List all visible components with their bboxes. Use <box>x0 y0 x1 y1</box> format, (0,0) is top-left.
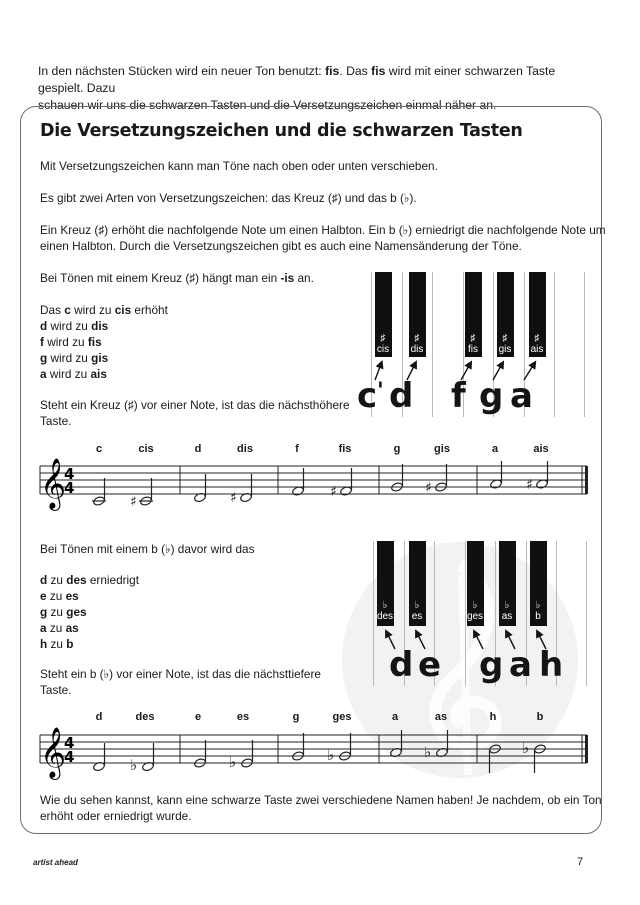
intro-bold-fis: fis <box>325 64 340 78</box>
row-to: gis <box>91 351 109 365</box>
flat-symbol: ♭ <box>504 600 510 611</box>
sharp-row <box>40 366 168 382</box>
paragraph-3-line1: Ein Kreuz (♯) erhöht die nachfolgende Note um einen Halbton. Ein b (♭) erniedrigt die nachfolgende Note um <box>40 223 606 237</box>
flat-row <box>40 588 139 604</box>
row-to: dis <box>91 319 109 333</box>
note-name: f <box>295 443 299 455</box>
flat-accidental-icon: ♭ <box>130 756 138 774</box>
paragraph-1: Mit Versetzungszeichen kann man Töne nach oben oder unten verschieben. <box>40 159 438 173</box>
key-letter-a: a <box>509 645 532 685</box>
row-from: a <box>40 621 47 635</box>
key-name: fis <box>468 344 478 355</box>
row-to: as <box>65 621 79 635</box>
row-from: g <box>40 605 48 619</box>
paragraph-3-line2: einen Halbton. Durch die Versetzungszeichen gibt es auch eine Namensänderung der Töne. <box>40 239 522 253</box>
row-from: g <box>40 351 48 365</box>
sharp-symbol: ♯ <box>470 333 476 344</box>
staff-sharp <box>34 440 594 515</box>
black-key-label <box>458 333 488 355</box>
sharp-rows <box>40 302 168 382</box>
sharp-accidental-icon: ♯ <box>330 484 337 500</box>
row-text: wird zu <box>43 335 88 349</box>
note-name: ges <box>332 711 352 723</box>
note-name: b <box>536 711 544 723</box>
flat-row <box>40 620 139 636</box>
black-key-label <box>490 333 520 355</box>
sharp-accidental-icon: ♯ <box>526 477 533 493</box>
flat-accidental-icon: ♭ <box>424 743 432 761</box>
row-text: zu <box>46 589 66 603</box>
row-to: fis <box>87 335 102 349</box>
row-to: ais <box>90 367 107 381</box>
row-from: f <box>40 335 44 349</box>
staff-flat <box>34 709 594 784</box>
keyboard-sharp <box>341 272 586 417</box>
treble-clef-icon: 𝄞 <box>40 458 67 509</box>
key-letter-apostrophe: ' <box>377 379 384 404</box>
black-key-label <box>402 600 432 622</box>
flat-accidental-icon: ♭ <box>229 753 237 771</box>
intro-bold-fis: fis <box>371 64 386 78</box>
key-name: cis <box>376 344 390 355</box>
black-key-label <box>523 600 553 622</box>
keyboard-flat <box>343 541 587 686</box>
key-letter-h: h <box>539 645 564 685</box>
time-sig-top: 4 <box>64 465 75 483</box>
sharp-row <box>40 350 168 366</box>
white-key <box>554 272 585 417</box>
note-name: gis <box>434 443 450 455</box>
intro-text-line2: schauen wir uns die schwarzen Tasten und die Versetzungszeichen einmal näher an. <box>38 98 497 112</box>
note-name: dis <box>237 443 253 455</box>
sharp-accidental-icon: ♯ <box>230 490 237 506</box>
row-from: e <box>40 589 47 603</box>
row-to: es <box>65 589 79 603</box>
flat-symbol: ♭ <box>382 600 388 611</box>
time-sig-bottom: 4 <box>64 748 75 766</box>
sharp-row <box>40 334 168 350</box>
key-name: b <box>535 611 541 622</box>
time-sig-top: 4 <box>64 734 75 752</box>
black-key-label <box>402 333 432 355</box>
sharp-symbol: ♯ <box>502 333 508 344</box>
flat-intro: Bei Tönen mit einem b (♭) davor wird das <box>40 542 255 556</box>
note-name: c <box>95 443 103 455</box>
intro-text-part: wird mit einer schwarzen Taste gespielt. Dazu <box>38 64 556 95</box>
row-to: cis <box>114 303 132 317</box>
row-text: erhöht <box>131 303 168 317</box>
row-from: c <box>64 303 71 317</box>
note-name: es <box>236 711 250 723</box>
flat-rows <box>40 572 139 652</box>
flat-symbol: ♭ <box>535 600 541 611</box>
sharp-row <box>40 318 168 334</box>
intro-text-part: . Das <box>339 64 372 78</box>
key-name: gis <box>498 344 512 355</box>
note-name: fis <box>338 443 352 455</box>
row-text: erniedrigt <box>86 573 140 587</box>
row-text: zu <box>47 573 67 587</box>
flat-row <box>40 636 139 652</box>
row-to: des <box>66 573 87 587</box>
row-from: h <box>40 637 48 651</box>
note-name: ais <box>533 443 549 455</box>
black-key-label <box>460 600 490 622</box>
key-letter-a: a <box>510 376 533 416</box>
key-name: es <box>411 611 423 622</box>
row-text: wird zu <box>46 367 91 381</box>
key-letter-e: e <box>418 645 442 685</box>
sharp-row <box>40 302 168 318</box>
row-text: wird zu <box>47 351 92 365</box>
note-name: d <box>194 443 202 455</box>
row-text: wird zu <box>47 319 92 333</box>
staff-sharp-notation <box>34 454 594 514</box>
black-key-label <box>370 600 400 622</box>
white-key <box>584 272 615 417</box>
row-text: zu <box>46 621 66 635</box>
sharp-suffix: -is <box>280 271 295 285</box>
note-name: des <box>135 711 155 723</box>
row-text: Das <box>40 303 65 317</box>
key-name: as <box>501 611 513 622</box>
note-name: a <box>491 443 499 455</box>
black-key-label <box>522 333 552 355</box>
flat-accidental-icon: ♭ <box>522 739 530 757</box>
flat-summary-1: Steht ein b (♭) vor einer Note, ist das die nächsttiefere <box>40 667 321 681</box>
time-sig-bottom: 4 <box>64 479 75 497</box>
flat-symbol: ♭ <box>414 600 420 611</box>
note-name: h <box>489 711 497 723</box>
row-from: d <box>40 573 48 587</box>
white-key <box>343 541 374 686</box>
key-name: des <box>376 611 394 622</box>
key-name: ais <box>530 344 544 355</box>
treble-clef-icon: 𝄞 <box>40 727 67 778</box>
flat-row <box>40 572 139 588</box>
sharp-summary-2: Taste. <box>40 414 72 428</box>
sharp-intro-text: Bei Tönen mit einem Kreuz (♯) hängt man ein <box>40 271 281 285</box>
key-name: dis <box>410 344 424 355</box>
row-text: zu <box>47 637 67 651</box>
flat-accidental-icon: ♭ <box>327 746 335 764</box>
key-letter-d: d <box>389 645 414 685</box>
closing-line-1: Wie du sehen kannst, kann eine schwarze Taste zwei verschiedene Namen haben! Je nachdem, ob ein Ton <box>40 793 602 807</box>
row-text: wird zu <box>70 303 115 317</box>
key-letter-c: c <box>357 376 378 416</box>
paragraph-2: Es gibt zwei Arten von Versetzungszeichen: das Kreuz (♯) und das b (♭). <box>40 191 417 205</box>
sharp-summary-1: Steht ein Kreuz (♯) vor einer Note, ist das die nächsthöhere <box>40 398 350 412</box>
black-key-label <box>368 333 398 355</box>
note-name: g <box>292 711 300 723</box>
row-to: b <box>66 637 74 651</box>
sharp-symbol: ♯ <box>380 333 386 344</box>
key-letter-d: d <box>389 376 414 416</box>
white-key <box>586 541 617 686</box>
note-name: d <box>95 711 103 723</box>
staff-flat-notation <box>34 723 594 783</box>
row-text: zu <box>47 605 67 619</box>
footer-brand: artist ahead <box>33 858 78 867</box>
note-name: as <box>434 711 448 723</box>
sharp-symbol: ♯ <box>534 333 540 344</box>
page-number: 7 <box>577 856 584 868</box>
flat-row <box>40 604 139 620</box>
note-name: e <box>194 711 202 723</box>
row-from: a <box>40 367 47 381</box>
row-from: d <box>40 319 48 333</box>
black-key-label <box>492 600 522 622</box>
sharp-accidental-icon: ♯ <box>425 480 432 496</box>
row-to: ges <box>66 605 87 619</box>
key-letter-f: f <box>451 376 466 416</box>
closing-line-2: erhöht oder erniedrigt wurde. <box>40 809 192 823</box>
key-name: ges <box>466 611 484 622</box>
note-name: cis <box>138 443 154 455</box>
section-title: Die Versetzungszeichen und die schwarzen Tasten <box>40 121 523 141</box>
key-letter-g: g <box>479 376 504 416</box>
sharp-intro <box>40 270 314 286</box>
sharp-symbol: ♯ <box>414 333 420 344</box>
intro-text-part: In den nächsten Stücken wird ein neuer Ton benutzt: <box>38 64 326 78</box>
sharp-accidental-icon: ♯ <box>130 494 137 510</box>
flat-symbol: ♭ <box>472 600 478 611</box>
flat-summary-2: Taste. <box>40 683 72 697</box>
key-letter-g: g <box>479 645 504 685</box>
note-name: g <box>393 443 401 455</box>
note-name: a <box>391 711 399 723</box>
sharp-intro-text: an. <box>294 271 314 285</box>
